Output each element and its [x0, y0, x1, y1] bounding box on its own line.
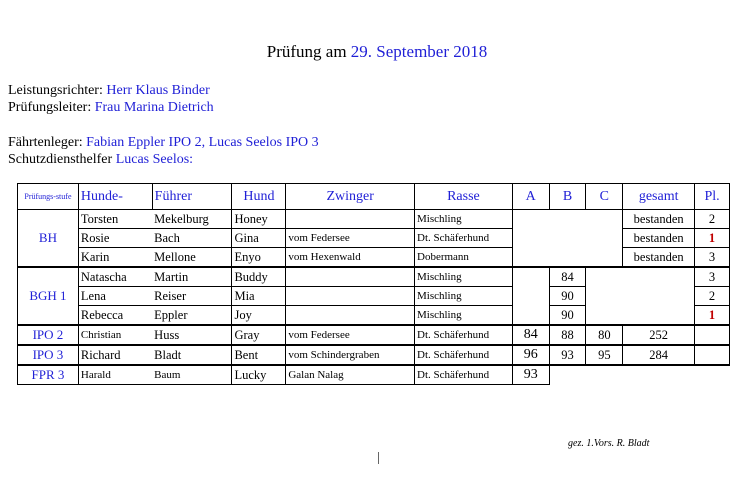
score-a-empty [512, 267, 549, 325]
score-rest-empty [549, 365, 729, 385]
kennel [286, 287, 415, 306]
place: 3 [695, 248, 730, 268]
kennel: vom Federsee [286, 325, 415, 345]
score-a: 84 [512, 325, 549, 345]
header-pl: Pl. [695, 184, 730, 210]
exam-leader-label: Prüfungsleiter: [8, 100, 95, 115]
dog-name: Joy [232, 306, 286, 326]
exam-leader-line [8, 99, 214, 116]
breed: Dt. Schäferhund [415, 325, 513, 345]
breed: Dt. Schäferhund [415, 365, 513, 385]
dog-name: Buddy [232, 267, 286, 287]
title-prefix: Prüfung am [266, 42, 351, 61]
header-zwinger: Zwinger [286, 184, 415, 210]
table-row [18, 267, 730, 287]
handler-first: Rebecca [78, 306, 152, 326]
header-hund: Hund [232, 184, 286, 210]
place [695, 325, 730, 345]
helper-name: Lucas Seelos: [115, 152, 194, 167]
table-row [18, 248, 730, 268]
dog-name: Mia [232, 287, 286, 306]
place: 1 [695, 229, 730, 248]
score-c: 95 [586, 345, 623, 365]
header-fuehrer: Führer [152, 184, 232, 210]
handler-last: Reiser [152, 287, 232, 306]
breed: Mischling [415, 267, 513, 287]
handler-first: Torsten [78, 210, 152, 229]
table-row [18, 229, 730, 248]
place: 1 [695, 306, 730, 326]
handler-last: Baum [152, 365, 232, 385]
score-a: 93 [512, 365, 549, 385]
score-b: 84 [549, 267, 586, 287]
score-b: 93 [549, 345, 586, 365]
judge-label: Leistungsrichter: [8, 83, 107, 98]
dog-name: Enyo [232, 248, 286, 268]
exam-leader-name: Frau Marina Dietrich [94, 100, 214, 115]
signature: gez. 1.Vors. R. Bladt [568, 438, 650, 449]
total: bestanden [623, 248, 695, 268]
track-layer-line [8, 134, 319, 151]
page-title [0, 42, 750, 62]
place: 2 [695, 210, 730, 229]
kennel: vom Schindergraben [286, 345, 415, 365]
score-b: 88 [549, 325, 586, 345]
dog-name: Bent [232, 345, 286, 365]
place [695, 345, 730, 365]
header-gesamt: gesamt [623, 184, 695, 210]
group-fpr3: FPR 3 [18, 365, 79, 385]
header-stufe: Prüfungs-stufe [18, 184, 79, 210]
track-layer-label: Fährtenleger: [8, 135, 87, 150]
group-bgh1: BGH 1 [18, 267, 79, 325]
total: bestanden [623, 229, 695, 248]
handler-first: Richard [78, 345, 152, 365]
handler-last: Bach [152, 229, 232, 248]
handler-first: Christian [78, 325, 152, 345]
table-row [18, 325, 730, 345]
header-c: C [586, 184, 623, 210]
exam-date: 29. September 2018 [350, 42, 488, 61]
dog-name: Honey [232, 210, 286, 229]
handler-first: Harald [78, 365, 152, 385]
header-rasse: Rasse [415, 184, 513, 210]
handler-last: Huss [152, 325, 232, 345]
dog-name: Gray [232, 325, 286, 345]
breed: Mischling [415, 210, 513, 229]
judge-line [8, 82, 210, 99]
group-ipo3: IPO 3 [18, 345, 79, 365]
text-cursor [378, 452, 379, 464]
breed: Dt. Schäferhund [415, 345, 513, 365]
track-layer-names: Fabian Eppler IPO 2, Lucas Seelos IPO 3 [86, 135, 319, 150]
helper-label: Schutzdiensthelfer [8, 152, 116, 167]
breed: Dt. Schäferhund [415, 229, 513, 248]
kennel: vom Federsee [286, 229, 415, 248]
handler-first: Lena [78, 287, 152, 306]
handler-first: Natascha [78, 267, 152, 287]
handler-last: Mekelburg [152, 210, 232, 229]
breed: Mischling [415, 287, 513, 306]
score-a: 96 [512, 345, 549, 365]
kennel: vom Hexenwald [286, 248, 415, 268]
header-a: A [512, 184, 549, 210]
helper-line [8, 151, 193, 168]
score-c-total-empty [586, 267, 695, 325]
table-row [18, 345, 730, 365]
handler-last: Bladt [152, 345, 232, 365]
table-row [18, 210, 730, 229]
score-b: 90 [549, 306, 586, 326]
total: 252 [623, 325, 695, 345]
breed: Mischling [415, 306, 513, 326]
total: bestanden [623, 210, 695, 229]
group-ipo2: IPO 2 [18, 325, 79, 345]
table-header-row [18, 184, 730, 210]
place: 3 [695, 267, 730, 287]
handler-first: Karin [78, 248, 152, 268]
score-b: 90 [549, 287, 586, 306]
handler-first: Rosie [78, 229, 152, 248]
kennel [286, 267, 415, 287]
place: 2 [695, 287, 730, 306]
breed: Dobermann [415, 248, 513, 268]
dog-name: Lucky [232, 365, 286, 385]
table-row [18, 365, 730, 385]
judge-name: Herr Klaus Binder [106, 83, 210, 98]
total: 284 [623, 345, 695, 365]
score-c: 80 [586, 325, 623, 345]
dog-name: Gina [232, 229, 286, 248]
score-empty [512, 210, 622, 268]
header-hunde: Hunde- [78, 184, 152, 210]
handler-last: Mellone [152, 248, 232, 268]
handler-last: Eppler [152, 306, 232, 326]
header-b: B [549, 184, 586, 210]
kennel: Galan Nalag [286, 365, 415, 385]
group-bh: BH [18, 210, 79, 268]
kennel [286, 210, 415, 229]
handler-last: Martin [152, 267, 232, 287]
results-table [17, 183, 730, 385]
kennel [286, 306, 415, 326]
